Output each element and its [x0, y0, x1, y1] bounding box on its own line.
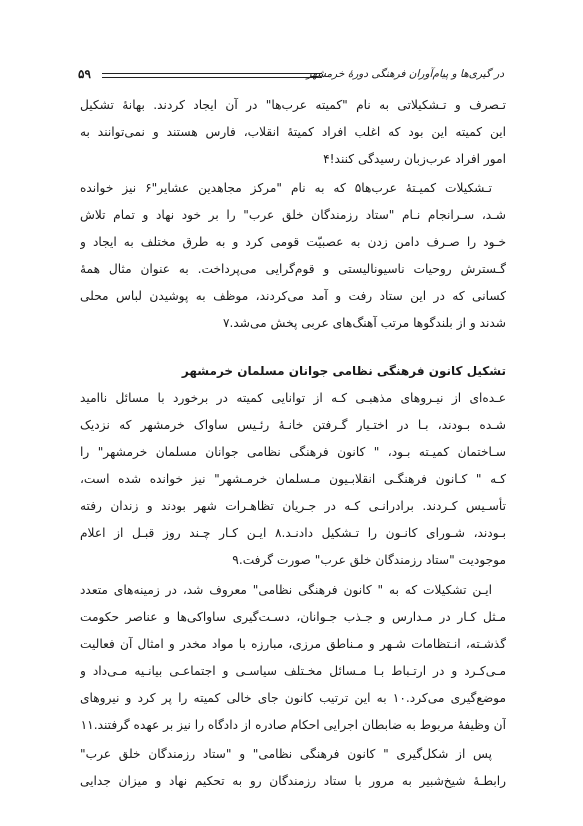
running-header	[78, 66, 504, 86]
text-line: تأسـیس کـردند. برادرانـی کـه در جـریان تظاهـرات شهر بودند و زندان رفته	[80, 499, 506, 513]
text-line: تـشکیلات کمیـتهٔ عرب‌ها۵ که به نام "مرکز مجاهدین عشایر"۶ نیز خوانده	[80, 181, 493, 195]
text-line: کـه " کـانون فرهنگـی انقلابـیون مـسلمان خرمـشهر" نیز خوانده شده است،	[80, 472, 506, 486]
text-line: آن وظیفهٔ مربوط به ضابطان اجرایی احکام صادره از دادگاه را نیز بر عهده گرفتند.۱۱	[80, 718, 506, 732]
section-heading: تشکیل کانون فرهنگی نظامی جوانان مسلمان خرمشهر	[181, 364, 506, 378]
page-number: ۵۹	[78, 67, 91, 81]
text-line: گذشـته، انـتظامات شـهر و مـناطق مرزی، مبارزه با مواد مخدر و امثال آن فعالیت	[80, 637, 506, 651]
text-line: مـی‌کـرد و در ارتـباط بـا مـسائل مخـتلف سیاسـی و اجتماعـی بیانـیه مـی‌داد و	[80, 664, 506, 678]
text-line: مـثل کـار در مـدارس و جـذب جـوانان، دسـت‌گیری ساواکی‌ها و عناصر حکومت	[80, 610, 506, 624]
text-line: بـودند، شـورای کانـون را تـشکیل دادنـد.۸ ایـن کـار چـند روز قبـل از اعلام	[80, 526, 506, 540]
text-line: شـد، سـرانجام نـام "ستاد رزمندگان خلق عرب" را بر خود نهاد و تمام تلاش	[80, 208, 506, 222]
header-rule	[102, 77, 322, 78]
text-line: پس از شکل‌گیری " کانون فرهنگی نظامی" و "ستاد رزمندگان خلق عرب"	[80, 747, 492, 761]
text-line: رابطـهٔ شیخ‌شبیر به مرور با ستاد رزمندگان رو به تحکیم نهاد و میزان جدایی	[80, 774, 506, 788]
text-line: کسانی که در این ستاد رفت و آمد می‌کردند، موظف به پوشیدن لباس محلی	[80, 289, 506, 303]
text-line: شـده بـودند، بـا در اختـیار گـرفتن خانـهٔ رئـیس ساواک خرمشهر که نزدیک	[80, 418, 506, 432]
text-line: تـصرف و تـشکیلاتی به نام "کمیته عرب‌ها" در آن ایجاد کردند. بهانهٔ تشکیل	[80, 98, 506, 112]
text-line: شدند و از بلندگوها مرتب آهنگ‌های عربی پخش می‌شد.۷	[222, 316, 506, 330]
text-line: خـود را صـرف دامن زدن به عصبیّت قومی کرد و به طرق مختلف به ایجاد و	[80, 235, 506, 249]
text-line: موجودیت "ستاد رزمندگان خلق عرب" صورت گرفت.۹	[232, 553, 506, 567]
text-line: عـده‌ای از نیـروهای مذهبـی کـه از توانایی کمیته در برخورد با مسائل ناامید	[80, 391, 506, 405]
text-line: سـاختمان کمیـته بـود، " کانون فرهنگی نظامی جوانان مسلمان خرمشهر" را	[80, 445, 506, 459]
text-line: موضع‌گیری می‌کرد.۱۰ به این ترتیب کانون جای خالی کمیته را پر کرد و نیروهای	[80, 691, 506, 705]
text-line: امور افراد عرب‌زبان رسیدگی کنند!۴	[323, 152, 506, 166]
header-rule	[102, 73, 322, 74]
text-line: گـسترش روحیات ناسیونالیستی و قوم‌گرایی می‌پرداخت. به عنوان مثال همهٔ	[80, 262, 506, 276]
text-line: این کمیته این بود که اغلب افراد کمیتهٔ انقلاب، فارس هستند و نمی‌توانند به	[80, 125, 506, 139]
running-title: در گیری‌ها و پیام‌آوران فرهنگی دورهٔ خرمشهر	[306, 68, 504, 80]
text-line: ایـن تشکیلات که به " کانون فرهنگی نظامی" معروف شد، در زمینه‌های متعدد	[80, 583, 492, 597]
